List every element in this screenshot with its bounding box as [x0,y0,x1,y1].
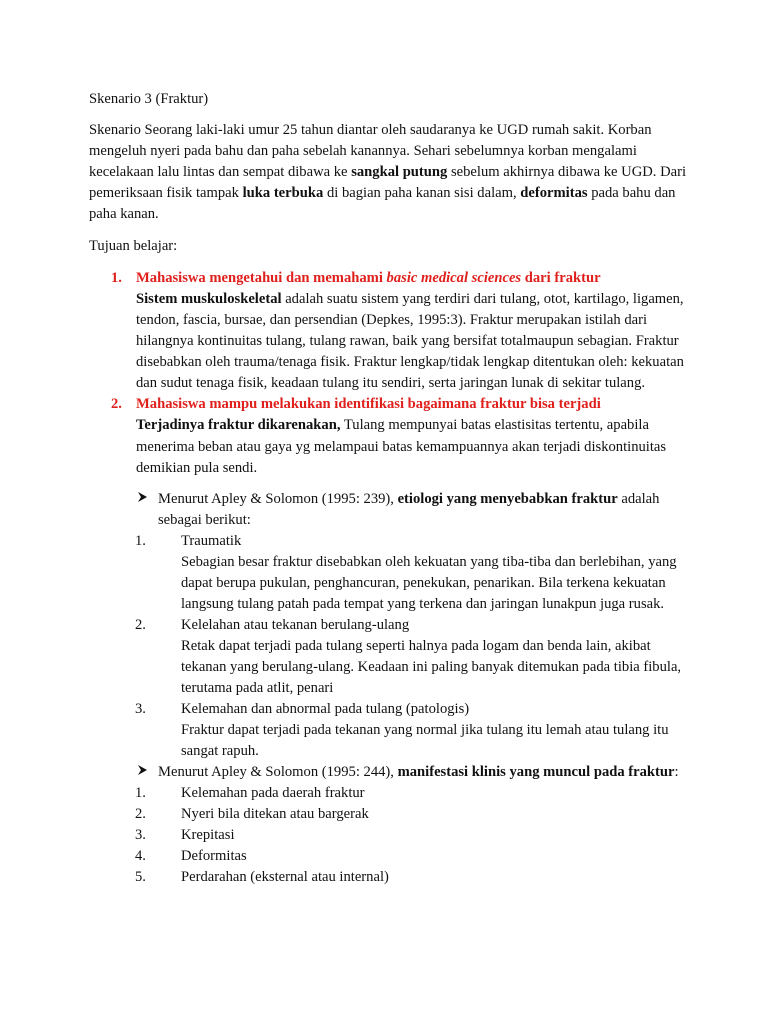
objective-number: 1. [111,270,122,286]
objective-heading: Mahasiswa mampu melakukan identifikasi bagaimana fraktur bisa terjadi [136,396,601,412]
tujuan-label: Tujuan belajar: [89,238,178,254]
list-item-title: Perdarahan (eksternal atau internal) [181,868,389,885]
list-item-desc: Fraktur dapat terjadi pada tekanan yang normal jika tulang itu lemah atau tulang itu sangat rapuh. [181,721,669,759]
scenario-bold-1: sangkal putung [351,164,448,180]
intro-text: Menurut Apley & Solomon (1995: 244), [158,763,398,780]
arrow-section-intro [158,762,689,783]
list-item-title: Nyeri bila ditekan atau bargerak [181,805,369,822]
list-item-desc: Retak dapat terjadi pada tulang seperti halnya pada logam dan benda lain, akibat tekanan yang berulang-ulang. Keadaan ini paling banyak ditemukan pada tibia fibula, terutama pada atlit, penari [181,637,682,696]
list-item-number: 1. [135,784,146,801]
intro-bold: manifestasi klinis yang muncul pada fraktur [397,763,675,780]
list-item [135,531,689,615]
scenario-bold-2: luka terbuka [242,185,324,201]
manifestasi-list [135,783,689,888]
document-title: Skenario 3 (Fraktur) [89,91,209,107]
arrow-bullet-icon [137,489,148,510]
scenario-text-1: Skenario Seorang laki-laki umur 25 tahun diantar oleh saudaranya ke UGD rumah sakit. Korban mengeluh nyeri pada bahu dan paha sebelah kanannya. Sehari sebelumnya korban mengalami kecelakaan lalu lintas dan sempat dibawa ke [89,122,652,180]
scenario-text-2: sebelum akhirnya dibawa ke UGD. Dari pemeriksaan fisik tampak [89,164,687,201]
objective-body-text: Tulang mempunyai batas elastisitas tertentu, apabila menerima beban atau gaya yg melampaui batas kemampuannya akan terjadi diskontinuitas demikian pula sendi. [136,417,667,476]
list-item [135,615,689,699]
list-item [135,825,689,846]
arrow-list [89,489,689,888]
list-item-number: 3. [135,826,146,843]
list-item-desc: Sebagian besar fraktur disebabkan oleh kekuatan yang tiba-tiba dan berlebihan, yang dapat berupa pukulan, penghancuran, penekukan, penarikan. Bila terkena kekuatan langsung tulang patah pada tempat yang terkena dan jaringan lunakpun juga rusak. [181,553,677,612]
objective-list [89,268,689,480]
document-page [89,89,689,888]
list-item [135,804,689,825]
scenario-text-3: di bagian paha kanan sisi dalam, [323,185,521,201]
list-item-title: Krepitasi [181,826,235,843]
objective-heading-part: dari fraktur [521,270,601,286]
scenario-paragraph [89,120,689,225]
list-item-title: Kelemahan dan abnormal pada tulang (patologis) [181,700,470,717]
objective-item-2 [89,394,689,480]
objective-heading [136,268,689,289]
intro-text: Menurut Apley & Solomon (1995: 239), [158,490,398,507]
objective-body-bold: Sistem muskuloskeletal [136,291,282,307]
arrow-bullet-icon [137,762,148,783]
list-item-title: Traumatik [181,532,242,549]
objective-body [136,415,689,480]
list-item-number: 4. [135,847,146,864]
scenario-bold-3: deformitas [520,185,588,201]
arrow-section-manifestasi [89,762,689,888]
objective-body-text: adalah suatu sistem yang terdiri dari tulang, otot, kartilago, ligamen, tendon, fascia, bursae, dan persendian (Depkes, 1995:3). Fraktur merupakan istilah dari hilangnya kontinuitas tulang, tulang rawan, baik yang bersifat totalmaupun sebagian. Fraktur disebabkan oleh trauma/tenaga fisik. Fraktur lengkap/tidak lengkap ditentukan oleh: kekuatan dan sudut tenaga fisik, keadaan tulang itu sendiri, serta jaringan lunak di sekitar tulang. [136,291,684,391]
list-item-number: 2. [135,616,146,633]
objective-body-bold: Terjadinya fraktur dikarenakan, [136,417,341,433]
list-item [135,846,689,867]
scenario-text-4: pada bahu dan paha kanan. [89,185,676,222]
intro-end: adalah sebagai berikut: [158,490,660,528]
list-item-number: 5. [135,868,146,885]
list-item [135,783,689,804]
intro-bold: etiologi yang menyebabkan fraktur [397,490,618,507]
list-item-title: Kelelahan atau tekanan berulang-ulang [181,616,410,633]
objective-heading-italic: basic medical sciences [386,270,522,286]
list-item-number: 1. [135,532,146,549]
list-item-number: 2. [135,805,146,822]
etiologi-list [135,531,689,762]
list-item [135,699,689,762]
objective-number: 2. [111,396,122,412]
list-item-title: Kelemahan pada daerah fraktur [181,784,365,801]
intro-end: : [674,763,679,780]
list-item [135,867,689,888]
objective-item-1 [89,268,689,394]
objective-body [136,289,689,394]
arrow-section-etiologi [89,489,689,762]
objective-heading-part: Mahasiswa mengetahui dan memahami [136,270,387,286]
arrow-section-intro [158,489,689,531]
list-item-title: Deformitas [181,847,247,864]
list-item-number: 3. [135,700,146,717]
